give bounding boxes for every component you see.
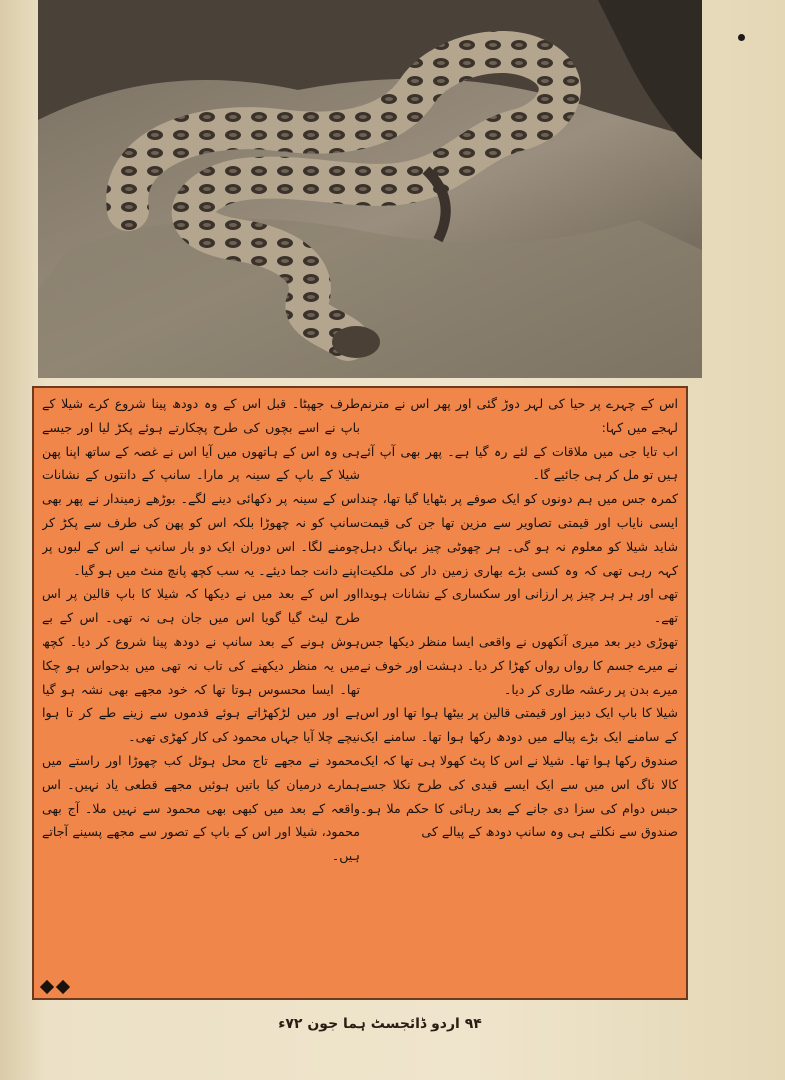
- paragraph: اور اس کے بعد میں نے دیکھا کہ شیلا کا باپ قالین پر اس طرح لیٹ گیا گویا اس میں جان ہی نہ تھی۔ اس کے بے ہوش ہونے کے بعد سانپ نے دودھ پینا شروع کر دیا۔ کچھ میں یہ منظر دیکھنے کی تاب نہ تھی میں بدحواس ہو چکا تھا۔ ایسا محسوس ہوتا تھا کہ خود مجھے بھی نشہ ہو گیا ہے اور میں لڑکھڑاتے ہوئے قدموں سے زینے طے کر تا ہوا نیچے چلا آیا جہاں محمود کی کار کھڑی تھی۔: [42, 586, 360, 745]
- paragraph: تھوڑی دیر بعد میری آنکھوں نے واقعی ایسا منظر دیکھا جس نے میرے جسم کا رواں رواں کھڑا کر دیا۔ دہشت اور خوف نے میرے بدن پر رعشہ طاری کر دیا۔: [360, 633, 678, 697]
- paragraph: محمود نے مجھے تاج محل ہوٹل کب چھوڑا اور راستے میں ہمارے درمیان کیا باتیں ہوئیں مجھے قطعی یاد نہیں۔ اس واقعہ کے بعد میں کبھی بھی محمود سے نہیں ملا۔ آج بھی محمود، شیلا اور اس کے باپ کے تصور سے مجھے پسینے آجاتے ہیں۔: [42, 752, 360, 864]
- paragraph: کمرہ جس میں ہم دونوں کو ایک صوفے پر بٹھایا گیا تھا، چند ایسی نایاب اور قیمتی تصاویر سے مزین تھا جن کی قیمت شاید شیلا کو معلوم نہ ہو گی۔ ہر چھوٹی چیز بہانگ دہل کہہ رہی تھی کہ وہ کسی بڑے بھاری زمین دار کی ملکیت تھی اور ہر ہر چیز پر ارزانی اور سکساری کے نشانات ہویدا تھے۔: [360, 491, 678, 626]
- article-text-box: [32, 386, 688, 1000]
- paragraph: اب تایا جی میں ملاقات کے لئے رہ گیا ہے۔ پھر بھی آپ آئے ہیں تو مل کر ہی جائیے گا۔: [360, 443, 678, 483]
- diamond-icon: [56, 980, 70, 994]
- text-column-left: [42, 392, 360, 994]
- diamond-icon: [40, 980, 54, 994]
- snake-image-icon: [38, 0, 702, 378]
- end-mark: [40, 980, 70, 994]
- text-column-right: [360, 392, 678, 994]
- page-footer: ۹۴ اردو ڈائجسٹ ہما جون ۷۲ء: [278, 1016, 482, 1032]
- paragraph: شیلا کا باپ ایک دبیز اور قیمتی قالین پر بیٹھا ہوا تھا اور اس کے سامنے ایک بڑے پیالے میں دودھ رکھا ہوا تھا۔ سامنے ایک صندوق رکھا ہوا تھا۔ شیلا نے اس کا پٹ کھولا ہی تھا کہ ایک کالا ناگ اس میں سے ایک ایسے قیدی کی طرح نکلا جسے حبس دوام کی سزا دی جانے کے بعد رہائی کا حکم ملا ہو۔ صندوق سے نکلتے ہی وہ سانپ دودھ کے پیالے کی: [360, 705, 678, 840]
- snake-photo: [38, 0, 702, 378]
- paragraph: طرف جھپٹا۔ قبل اس کے وہ دودھ پینا شروع کرے شیلا کے باپ نے اسے بچوں کی طرح پچکارتے ہوئے پکڑ لیا اور جیسے ہی وہ اس کے ہاتھوں میں آیا اس نے غصہ کے ساتھ اپنا پھن شیلا کے باپ کے سینہ پر مارا۔ سانپ کے دانتوں کے نشانات اس کے سینہ پر دکھائی دینے لگے۔ بوڑھے زمیندار نے پھر بھی سانپ کو نہ چھوڑا بلکہ اس کو پھن کی طرف سے پکڑ کر چومنے لگا۔ اس دوران ایک دو بار سانپ نے اس کے لبوں پر اپنے دانت جما دیئے۔ یہ سب کچھ پانچ منٹ میں ہو گیا۔: [42, 396, 360, 578]
- binding-hole: [738, 34, 745, 41]
- paragraph: اس کے چہرے پر حیا کی لہر دوڑ گئی اور پھر اس نے مترنم لہجے میں کہا:: [360, 396, 678, 435]
